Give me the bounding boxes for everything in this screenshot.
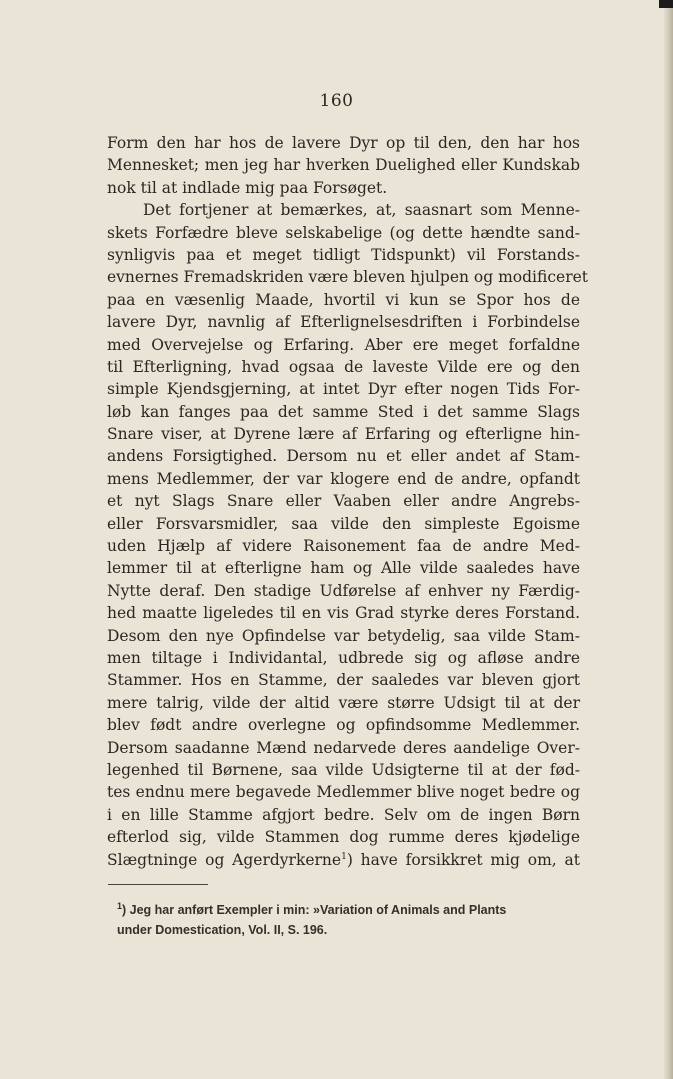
text-line: legenhed til Børnene, saa vilde Udsigterne til at der fød-	[107, 760, 580, 779]
text-line: evnernes Fremadskriden være bleven hjulpen og modificeret	[107, 268, 588, 287]
text-line: Nytte deraf. Den stadige Udførelse af enhver ny Færdig-	[107, 581, 580, 600]
text-segment: ) have forsikkret mig om, at	[346, 850, 581, 869]
text-line: mens Medlemmer, der var klogere end de andre, opfandt	[107, 469, 580, 488]
text-line: til Efterligning, hvad ogsaa de laveste Vilde ere og den	[107, 357, 580, 376]
text-line: Stammer. Hos en Stamme, der saaledes var bleven gjort	[107, 671, 580, 690]
footnote-line: under Domestication, Vol. II, S. 196.	[117, 923, 328, 937]
text-line: et nyt Slags Snare eller Vaaben eller andre Angrebs-	[107, 492, 580, 511]
text-line: i en lille Stamme afgjort bedre. Selv om de ingen Børn	[107, 805, 580, 824]
footnote-divider	[108, 884, 208, 885]
text-line: paa en væsenlig Maade, hvortil vi kun se Spor hos de	[107, 290, 580, 309]
text-line: synligvis paa et meget tidligt Tidspunkt) vil Forstands-	[107, 245, 580, 264]
page-edge	[663, 0, 673, 1079]
text-line: efterlod sig, vilde Stammen dog rumme deres kjødelige	[107, 828, 580, 847]
text-line: eller Forsvarsmidler, saa vilde den simpleste Egoisme	[107, 514, 580, 533]
text-line: skets Forfædre bleve selskabelige (og dette hændte sand-	[107, 223, 580, 242]
text-line: Desom den nye Opfindelse var betydelig, saa vilde Stam-	[107, 626, 580, 645]
text-line: tes endnu mere begavede Medlemmer blive noget bedre og	[107, 783, 580, 802]
text-line: lavere Dyr, navnlig af Efterlignelsesdriften i Forbindelse	[107, 313, 580, 332]
footnote	[117, 900, 580, 940]
text-line: Dersom saadanne Mænd nedarvede deres aandelige Over-	[107, 738, 580, 757]
text-line: men tiltage i Individantal, udbrede sig og afløse andre	[107, 648, 580, 667]
text-line-with-footnote-ref	[107, 849, 580, 871]
text-line: hed maatte ligeledes til en vis Grad styrke deres Forstand.	[107, 604, 580, 623]
footnote-line	[117, 900, 580, 920]
body-text	[107, 132, 588, 871]
corner-mark	[659, 0, 673, 8]
text-line: andens Forsigtighed. Dersom nu et eller andet af Stam-	[107, 447, 580, 466]
text-line: blev født andre overlegne og opfindsomme Medlemmer.	[107, 716, 580, 735]
text-segment: Slægtninge og Agerdyrkerne	[107, 850, 342, 869]
text-line: uden Hjælp af videre Raisonement faa de andre Med-	[107, 537, 580, 556]
footnote-text: ) Jeg har anført Exempler i min: »Variation of Animals and Plants	[122, 903, 507, 917]
footnote-reference[interactable]: 1	[341, 851, 347, 862]
footnote-marker: 1	[117, 900, 123, 911]
text-line: Mennesket; men jeg har hverken Duelighed eller Kundskab	[107, 156, 580, 175]
page-number: 160	[319, 91, 354, 111]
text-line: Form den har hos de lavere Dyr op til den, den har hos	[107, 134, 580, 152]
text-line: løb kan fanges paa det samme Sted i det samme Slags	[107, 402, 580, 421]
text-line: nok til at indlade mig paa Forsøget.	[107, 178, 388, 197]
text-line: lemmer til at efterligne ham og Alle vilde saaledes have	[107, 559, 580, 578]
text-line: simple Kjendsgjerning, at intet Dyr efter nogen Tids For-	[107, 380, 580, 399]
text-line: Snare viser, at Dyrene lære af Erfaring og efterligne hin-	[107, 425, 580, 444]
text-line: Det fortjener at bemærkes, at, saasnart som Menne-	[143, 201, 580, 220]
text-line: med Overvejelse og Erfaring. Aber ere meget forfaldne	[107, 335, 580, 354]
text-line: mere talrig, vilde der altid være større Udsigt til at der	[107, 693, 580, 712]
